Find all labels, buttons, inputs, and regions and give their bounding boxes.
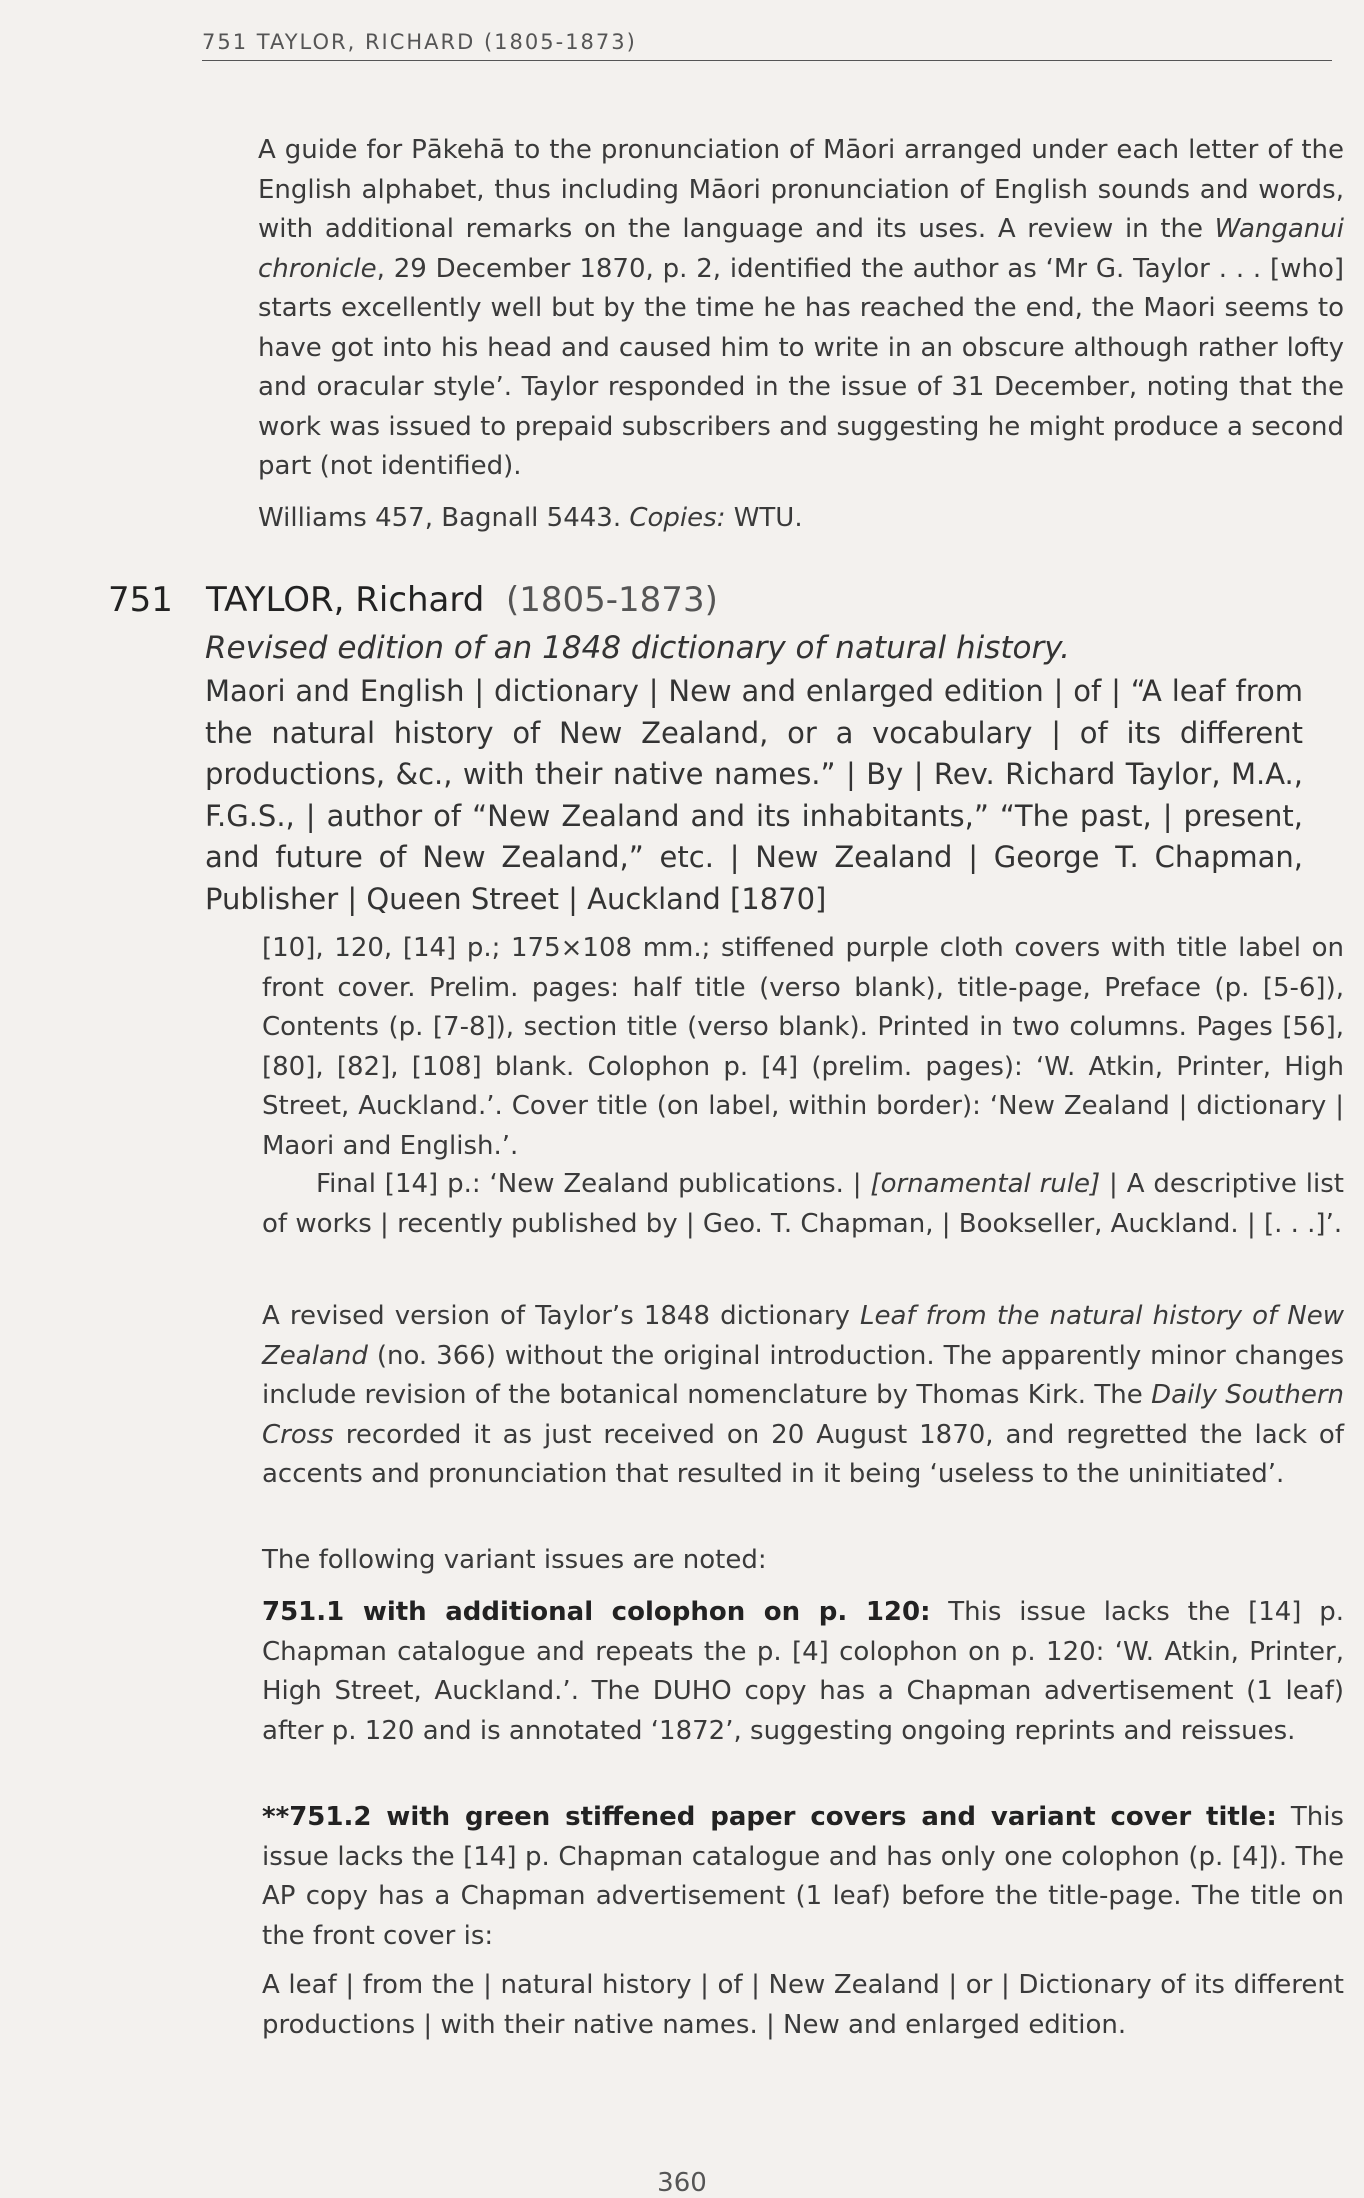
copies-value: WTU.	[725, 503, 803, 533]
page-number: 360	[657, 2168, 707, 2198]
final-pages-note	[262, 1165, 1344, 1244]
variant-2-text: This issue lacks the [14] p. Chapman catalogue and has only one colophon (p. [4]). The AP copy has a Chapman advertisement (1 leaf) before the title-page. The title on the front cover is:	[262, 1802, 1344, 1951]
notes-text-cont: (no. 366) without the original introduction. The apparently minor changes include revision of the botanical nomenclature by Thomas Kirk. The	[262, 1340, 1344, 1410]
notes-text-end: recorded it as just received on 20 August 1870, and regretted the lack of accents and pronunciation that resulted in it being ‘useless to the uninitiated’.	[262, 1419, 1344, 1489]
variants-intro: The following variant issues are noted:	[262, 1545, 767, 1575]
cover-title-transcription: A leaf | from the | natural history | of | New Zealand | or | Dictionary of its different productions | with their native names. | New and enlarged edition.	[262, 1970, 1344, 2040]
running-head: 751 TAYLOR, RICHARD (1805-1873)	[202, 30, 1332, 61]
final-text-cont: | A descriptive list of works | recently published by | Geo. T. Chapman, | Bookseller, Auckland. | [. . .]’.	[262, 1169, 1344, 1239]
entry-heading	[108, 580, 1348, 620]
newspaper-title: Daily Southern Cross	[262, 1380, 1344, 1450]
copies-label: Copies:	[629, 503, 726, 533]
intro-paragraph	[258, 131, 1344, 487]
variant-2-label: **751.2 with green stiffened paper covers and variant cover title:	[262, 1802, 1277, 1832]
notes-text: A revised version of Taylor’s 1848 dictionary	[262, 1301, 861, 1331]
entry-number: 751	[108, 580, 173, 620]
variant-1-text: This issue lacks the [14] p. Chapman catalogue and repeats the p. [4] colophon on p. 120: ‘W. Atkin, Printer, High Street, Auckland.’. The DUHO copy has a Chapman advertisement (1 leaf) after p. 120 and is annotated ‘1872’, suggesting ongoing reprints and reissues.	[262, 1597, 1344, 1746]
variant-1-label: 751.1 with additional colophon on p. 120:	[262, 1597, 931, 1627]
variant-751-1	[262, 1593, 1344, 1751]
variant-751-2	[262, 1798, 1344, 1956]
title-transcription: Maori and English | dictionary | New and enlarged edition | of | “A leaf from the natural history of New Zealand, or a vocabulary | of its different productions, &c., with their native names.” | By | Rev. Richard Taylor, M.A., F.G.S., | author of “New Zealand and its inhabitants,” “The past, | present, and future of New Zealand,” etc. | New Zealand | George T. Chapman, Publisher | Queen Street | Auckland [1870]	[205, 674, 1303, 916]
entry-author: TAYLOR, Richard	[206, 580, 485, 620]
entry-dates: (1805-1873)	[505, 580, 718, 620]
intro-text: A guide for Pākehā to the pronunciation of Māori arranged under each letter of the English alphabet, thus including Māori pronunciation of English sounds and words, with additional remarks on the language and its uses. A review in the	[258, 135, 1344, 244]
references-text: Williams 457, Bagnall 5443.	[258, 503, 630, 533]
notes-italic-title: Leaf from the natural history of New Zealand	[262, 1301, 1344, 1371]
final-text: Final [14] p.: ‘New Zealand publications. |	[316, 1169, 871, 1199]
ornamental-rule-text: [ornamental rule]	[870, 1169, 1101, 1199]
notes-paragraph	[262, 1297, 1344, 1495]
collation: [10], 120, [14] p.; 175×108 mm.; stiffened purple cloth covers with title label on front cover. Prelim. pages: half title (verso blank), title-page, Preface (p. [5-6]), Contents (p. [7-8]), section title (verso blank). Printed in two columns. Pages [56], [80], [82], [108] blank. Colophon p. [4] (prelim. pages): ‘W. Atkin, Printer, High Street, Auckland.’. Cover title (on label, within border): ‘New Zealand | dictionary | Maori and English.’.	[262, 933, 1344, 1161]
entry-subtitle: Revised edition of an 1848 dictionary of natural history.	[205, 630, 1071, 666]
intro-text-cont: , 29 December 1870, p. 2, identified the author as ‘Mr G. Taylor . . . [who] starts excellently well but by the time he has reached the end, the Maori seems to have got into his head and caused him to write in an obscure although rather lofty and oracular style’. Taylor responded in the issue of 31 December, noting that the work was issued to prepaid subscribers and suggesting he might produce a second part (not identified).	[258, 253, 1344, 481]
intro-italic-title: Wanganui chronicle	[258, 214, 1344, 284]
intro-references	[258, 499, 1344, 539]
